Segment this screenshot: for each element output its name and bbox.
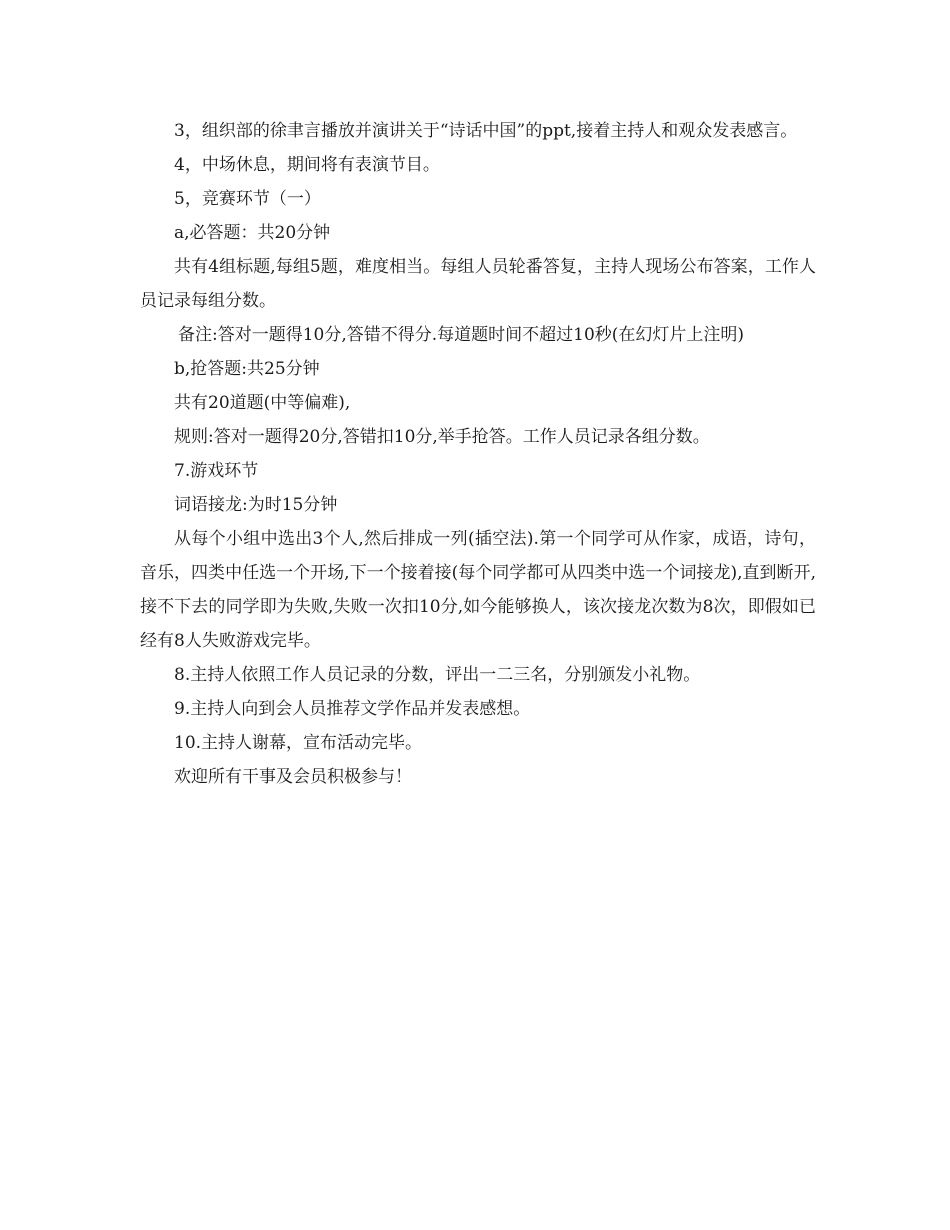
paragraph-step-5: 5，竞赛环节（一） [174, 189, 321, 209]
paragraph-step-8: 8.主持人依照工作人员记录的分数，评出一二三名，分别颁发小礼物。 [174, 665, 701, 685]
document-body [140, 114, 816, 794]
paragraph-step-3: 3，组织部的徐聿言播放并演讲关于“诗话中国”的ppt,接着主持人和观众发表感言。 [174, 121, 798, 141]
paragraph-welcome: 欢迎所有干事及会员积极参与！ [174, 767, 412, 787]
paragraph-step-4: 4，中场休息，期间将有表演节目。 [174, 155, 440, 175]
paragraph-quick-rules: 规则:答对一题得20分,答错扣10分,举手抢答。工作人员记录各组分数。 [174, 427, 710, 447]
paragraph-step-9: 9.主持人向到会人员推荐文学作品并发表感想。 [174, 699, 531, 719]
paragraph-word-chain-desc: 从每个小组中选出3个人,然后排成一列(插空法).第一个同学可从作家，成语，诗句，音乐，四类中任选一个开场,下一个接着接(每个同学都可从四类中选一个词接龙),直到断开,接不下去的同学即为失败,失败一次扣10分,如今能够换人，该次接龙次数为8次，即假如已经有8人失败游戏完毕。 [140, 529, 816, 651]
paragraph-required-questions: a,必答题：共20分钟 [174, 223, 331, 243]
paragraph-quick-questions: b,抢答题:共25分钟 [174, 359, 320, 379]
paragraph-note: 备注:答对一题得10分,答错不得分.每道题时间不超过10秒(在幻灯片上注明) [178, 325, 745, 345]
paragraph-step-7: 7.游戏环节 [174, 461, 259, 481]
paragraph-quick-count: 共有20道题(中等偏难), [174, 393, 351, 413]
paragraph-required-desc: 共有4组标题,每组5题，难度相当。每组人员轮番答复，主持人现场公布答案，工作人员记录每组分数。 [140, 257, 816, 311]
paragraph-step-10: 10.主持人谢幕，宣布活动完毕。 [174, 733, 423, 753]
paragraph-word-chain: 词语接龙:为时15分钟 [174, 495, 338, 515]
